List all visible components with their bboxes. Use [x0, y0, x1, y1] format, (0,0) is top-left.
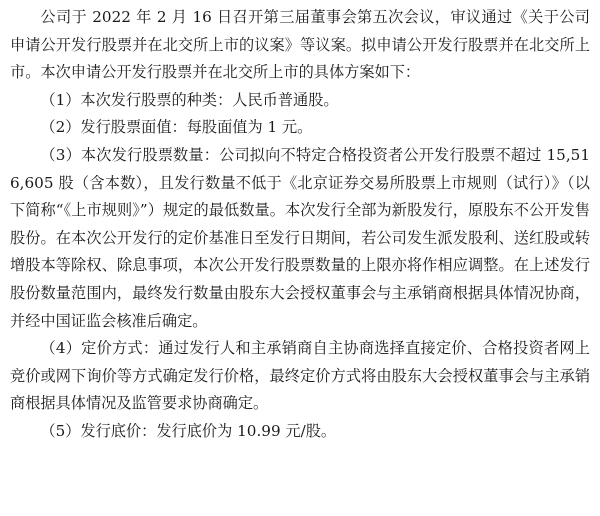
paragraph-stock-type: （1）本次发行股票的种类：人民币普通股。 [40, 90, 339, 109]
paragraph-issue-quantity: （3）本次发行股票数量：公司拟向不特定合格投资者公开发行股票不超过 15,516,605 股（含本数），且发行数量不低于《北京证券交易所股票上市规则（试行）》（以下简称“《上市规则》”）规定的最低数量。本次发行全部为新股发行，原股东不公开发售股份。在本次公开发行的定价基准日至发行日期间，若公司发生派发股利、送红股或转增股本等除权、除息事项，本次公开发行股票数量的上限亦将作相应调整。在上述发行股份数量范围内，最终发行数量由股东大会授权董事会与主承销商根据具体情况协商，并经中国证监会核准后确定。 [10, 145, 590, 330]
paragraph-meeting-intro: 公司于 2022 年 2 月 16 日召开第三届董事会第五次会议，审议通过《关于公司申请公开发行股票并在北交所上市的议案》等议案。拟申请公开发行股票并在北交所上市。本次申请公开发行股票并在北交所上市的具体方案如下： [10, 8, 590, 82]
paragraph-par-value: （2）发行股票面值：每股面值为 1 元。 [40, 118, 313, 137]
paragraph-pricing-method: （4）定价方式：通过发行人和主承销商自主协商选择直接定价、合格投资者网上竞价或网下询价等方式确定发行价格，最终定价方式将由股东大会授权董事会与主承销商根据具体情况及监管要求协商确定。 [10, 339, 590, 413]
paragraph-floor-price: （5）发行底价：发行底价为 10.99 元/股。 [40, 421, 337, 440]
